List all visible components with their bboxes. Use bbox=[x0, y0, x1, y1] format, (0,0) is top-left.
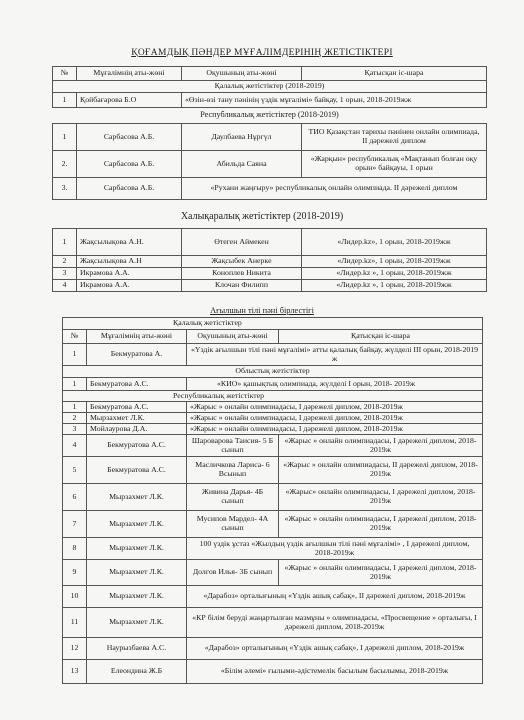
row-teacher: Сарбасова А.Б. bbox=[77, 124, 182, 151]
section-oblast: Облыстық жетістіктер bbox=[63, 366, 483, 378]
row-student: Клочан Филипп bbox=[182, 280, 302, 292]
row-no: 11 bbox=[63, 608, 87, 638]
row-no: 9 bbox=[63, 560, 87, 586]
row-event: «Жарыс » онлайн олимпиадасы, II дәрежелі диплом, 2018-2019ж bbox=[279, 457, 483, 484]
row-event: «Білім әлемі» ғылыми-әдістемелік басылым басылымы, 2018-2019ж bbox=[187, 660, 483, 684]
table-row bbox=[63, 435, 483, 457]
row-event: «Лидер.kz », 1 орын, 2018-2019жж bbox=[302, 280, 487, 292]
row-teacher: Сарбасова А.Б. bbox=[77, 178, 182, 200]
row-teacher: Наурызбаева А.С. bbox=[87, 638, 187, 660]
row-no: 1 bbox=[53, 229, 77, 256]
row-no: 12 bbox=[63, 638, 87, 660]
table-header-row bbox=[53, 67, 487, 81]
row-no: 13 bbox=[63, 660, 87, 684]
row-event: «Үздік ағылшын тілі пәні мұғалімі» атты қалалық байқау, жүлделі III орын, 2018-2019 ж bbox=[187, 344, 483, 366]
row-teacher: Мырзахмет Л.К. bbox=[87, 608, 187, 638]
table-row bbox=[63, 413, 483, 424]
row-teacher: Мырзахмет Л.К. bbox=[87, 560, 187, 586]
table-header-row bbox=[63, 330, 483, 344]
row-student: Даулбаева Нұргүл bbox=[182, 124, 302, 151]
row-event: «Лидер.kz», 1 орын, 2018-2019жж bbox=[302, 256, 487, 268]
row-teacher: Мырзахмет Л.К. bbox=[87, 484, 187, 511]
english-teachers-table bbox=[62, 317, 483, 684]
row-student: Коноплев Никита bbox=[182, 268, 302, 280]
row-event: «Жарыс » онлайн олимпиадасы, I дәрежелі диплом, 2018-2019ж bbox=[279, 511, 483, 538]
row-event: «Жарыс » онлайн олимпиадасы, I дәрежелі диплом, 2018-2019ж bbox=[279, 435, 483, 457]
social-subjects-table bbox=[52, 66, 487, 200]
row-teacher: Мойлаурова Д.А. bbox=[87, 424, 187, 435]
row-teacher: Бекмуратова А.С. bbox=[87, 435, 187, 457]
row-event: «Өзін-өзі тану пәнінің үздік мұғалімі» байқау, 1 орын, 2018-2019жж bbox=[182, 93, 487, 108]
english-heading: Ағылшын тілі пәні бірлестігі bbox=[210, 306, 314, 315]
row-no: 3 bbox=[53, 268, 77, 280]
row-event: «КР білім беруді жаңартылған мазмұны » олимпиадасы, «Просвещение » орталығы, I дәрежелі диплом, 2018-2019ж bbox=[187, 608, 483, 638]
table-row bbox=[63, 378, 483, 391]
row-no: 1 bbox=[63, 344, 87, 366]
table-row bbox=[63, 344, 483, 366]
row-teacher: Қойбағарова Б.О bbox=[77, 93, 182, 108]
row-no: 10 bbox=[63, 586, 87, 608]
row-no: 1 bbox=[53, 124, 77, 151]
table-row bbox=[63, 402, 483, 413]
row-teacher: Мырзахмет Л.К. bbox=[87, 511, 187, 538]
row-teacher: Икрамова А.А. bbox=[77, 280, 182, 292]
row-teacher: Жақсылықова А.Н. bbox=[77, 229, 182, 256]
row-no: 5 bbox=[63, 457, 87, 484]
row-event: «Жарыс » онлайн олимпиадасы, I дәрежелі диплом, 2018-2019ж bbox=[279, 560, 483, 586]
table-row bbox=[53, 229, 487, 256]
row-no: 6 bbox=[63, 484, 87, 511]
row-event: «Жарыс» онлайн олимпиадасы, I дәрежелі диплом, 2018-2019ж bbox=[279, 484, 483, 511]
table-row bbox=[53, 256, 487, 268]
table-row bbox=[63, 424, 483, 435]
table-row bbox=[63, 457, 483, 484]
table-row bbox=[53, 178, 487, 200]
row-event: «КИО» қашықтық олимпиада, жүлделі I орын, 2018- 2019ж bbox=[187, 378, 483, 391]
row-no: 3. bbox=[53, 178, 77, 200]
table-row bbox=[63, 660, 483, 684]
header-student: Оқушының аты-жөні bbox=[182, 67, 302, 81]
table-row bbox=[53, 280, 487, 292]
header-event: Қатысқан іс-шара bbox=[279, 330, 483, 344]
table-row bbox=[53, 268, 487, 280]
table-row bbox=[63, 586, 483, 608]
section-city: Қалалық жетістіктер bbox=[63, 318, 483, 330]
section-republic: Республикалық жетістіктер bbox=[63, 391, 483, 402]
row-no: 1 bbox=[63, 402, 87, 413]
row-teacher: Бекмуратова А.С. bbox=[87, 402, 187, 413]
row-event: «Жарқын» республикалық «Мақтанып болған оқу орын» байқауы, 1 орын bbox=[302, 151, 487, 178]
table-row bbox=[63, 560, 483, 586]
row-event: «Жарыс » онлайн олимпиадасы, I дәрежелі диплом, 2018-2019ж bbox=[187, 402, 483, 413]
row-student: Живина Дарья- 4Б сынып bbox=[187, 484, 279, 511]
section-republic: Республикалық жетістіктер (2018-2019) bbox=[200, 110, 339, 120]
row-event: «Дарабоз» орталығының «Үздік ашық сабақ», II дәрежелі диплом, 2018-2019ж bbox=[187, 586, 483, 608]
row-no: 7 bbox=[63, 511, 87, 538]
row-student: Шароварова Таисия- 5 Б сынып bbox=[187, 435, 279, 457]
international-heading: Халықаралық жетістіктер (2018-2019) bbox=[180, 211, 344, 222]
table-row bbox=[63, 538, 483, 560]
row-no: 2 bbox=[53, 256, 77, 268]
table-row bbox=[53, 124, 487, 151]
international-table bbox=[52, 228, 487, 292]
row-student: Абильда Саяна bbox=[182, 151, 302, 178]
row-teacher: Икрамова А.А. bbox=[77, 268, 182, 280]
row-teacher: Мырзахмет Л.К. bbox=[87, 538, 187, 560]
row-teacher: Бекмуратова А. bbox=[87, 344, 187, 366]
row-event: 100 үздік ұстаз «Жылдың үздік ағылшын тілі пәні мұғалімі» , I дәрежелі диплом, 2018-2019ж bbox=[187, 538, 483, 560]
row-teacher: Елеондина Ж.Б bbox=[87, 660, 187, 684]
row-no: 1 bbox=[53, 93, 77, 108]
section-city: Қалалық жетістіктер (2018-2019) bbox=[53, 81, 487, 93]
row-no: 8 bbox=[63, 538, 87, 560]
header-event: Қатысқан іс-шара bbox=[302, 67, 487, 81]
row-teacher: Бекмуратова А.С. bbox=[87, 457, 187, 484]
row-teacher: Сарбасова А.Б. bbox=[77, 151, 182, 178]
row-student: Масличкова Лариса- 6 Всынып bbox=[187, 457, 279, 484]
row-teacher: Жақсылықова А.Н bbox=[77, 256, 182, 268]
table-row bbox=[63, 608, 483, 638]
row-no: 2. bbox=[53, 151, 77, 178]
table-row bbox=[53, 93, 487, 108]
row-teacher: Мырзахмет Л.К. bbox=[87, 586, 187, 608]
table-row bbox=[53, 151, 487, 178]
row-teacher: Мырзахмет Л.К. bbox=[87, 413, 187, 424]
row-no: 2 bbox=[63, 413, 87, 424]
row-student: Өтеген Аймекен bbox=[182, 229, 302, 256]
table-row bbox=[63, 638, 483, 660]
row-event: «Рухани жаңғыру» республикалық онлайн олимпиада. II дәрежелі диплом bbox=[182, 178, 487, 200]
header-teacher: Мұғалімнің аты-жөні bbox=[77, 67, 182, 81]
row-event: «Жарыс » онлайн олимпиадасы, I дәрежелі диплом, 2018-2019ж bbox=[187, 413, 483, 424]
row-event: «Лидер.kz», 1 орын, 2018-2019жж bbox=[302, 229, 487, 256]
table-row bbox=[63, 484, 483, 511]
row-student: Долгов Илья- 3Б сынып bbox=[187, 560, 279, 586]
header-no: № bbox=[53, 67, 77, 81]
row-event: «Жарыс » онлайн олимпиадасы, I дәрежелі диплом, 2018-2019ж bbox=[187, 424, 483, 435]
row-teacher: Бекмуратова А.С. bbox=[87, 378, 187, 391]
row-event: «Лидер.kz », 1 орын, 2018-2019жж bbox=[302, 268, 487, 280]
row-student: Жақсыбек Анеркe bbox=[182, 256, 302, 268]
row-no: 4 bbox=[53, 280, 77, 292]
header-teacher: Мұғалімнің аты-жөні bbox=[87, 330, 187, 344]
header-no: № bbox=[63, 330, 87, 344]
page-title: ҚОҒАМДЫҚ ПӘНДЕР МҰҒАЛІМДЕРІНІҢ ЖЕТІСТІКТЕРІ bbox=[131, 48, 393, 58]
row-event: «Дарабоз» орталығының «Үздік ашық сабақ», I дәрежелі диплом, 2018-2019ж bbox=[187, 638, 483, 660]
row-student: Мусипов Мардел- 4А сынып bbox=[187, 511, 279, 538]
row-no: 3 bbox=[63, 424, 87, 435]
header-student: Оқушының аты-жөні bbox=[187, 330, 279, 344]
row-no: 1 bbox=[63, 378, 87, 391]
table-row bbox=[63, 511, 483, 538]
row-event: ТИО Қазақстан тарихы пәнінен онлайн олимпиада, II дәрежелі диплом bbox=[302, 124, 487, 151]
row-no: 4 bbox=[63, 435, 87, 457]
